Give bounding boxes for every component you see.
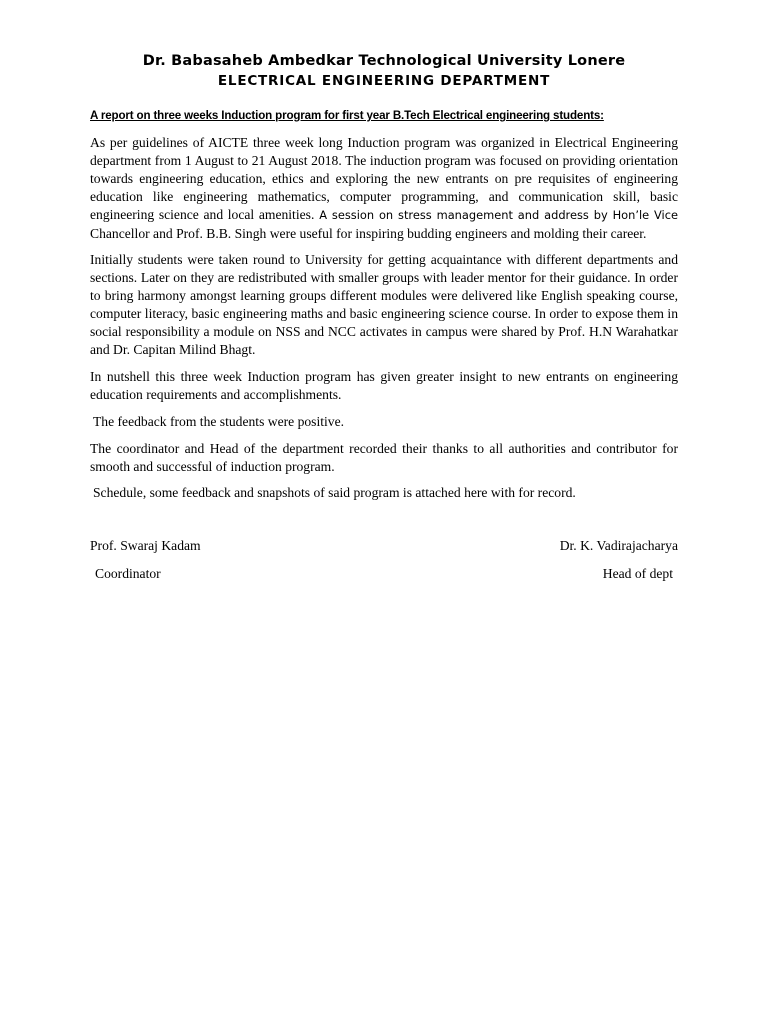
- paragraph-thanks: The coordinator and Head of the department recorded their thanks to all authorities and contributor for smooth and successful of induction program.: [90, 440, 678, 474]
- head-name: Dr. K. Vadirajacharya: [559, 538, 678, 554]
- paragraph-intro: [90, 134, 678, 242]
- department-title: ELECTRICAL ENGINEERING DEPARTMENT: [217, 73, 551, 89]
- signature-block: [90, 538, 678, 598]
- paragraph-nutshell: In nutshell this three week Induction program has given greater insight to new entrants on engineering education requirements and accomplishments.: [90, 368, 678, 402]
- coordinator-role: Coordinator: [95, 566, 161, 582]
- coordinator-name: Prof. Swaraj Kadam: [90, 538, 201, 554]
- paragraph-modules: Initially students were taken round to University for getting acquaintance with different departments and sections. Later on they are redistributed with smaller groups with leader mentor for their guidance. In order to bring harmony amongst learning groups different modules were delivered like English speaking course, computer literacy, basic engineering maths and basic engineering science course. In order to expose them in social responsibility a module on NSS and NCC activates in campus were shared by Prof. H.N Warahatkar and Dr. Capitan Milind Bhagt.: [90, 252, 678, 357]
- paragraph-intro-tail: Chancellor and Prof. B.B. Singh were useful for inspiring budding engineers and molding their career.: [90, 225, 647, 241]
- university-title: Dr. Babasaheb Ambedkar Technological University Lonere: [142, 53, 626, 69]
- paragraph-attachments: Schedule, some feedback and snapshots of said program is attached here with for record.: [93, 485, 576, 501]
- report-page: [90, 48, 678, 598]
- head-role: Head of dept: [602, 566, 673, 582]
- paragraph-intro-session: A session on stress management and address by Hon’le Vice: [314, 207, 678, 222]
- paragraph-intro-main: As per guidelines of AICTE three week long Induction program was organized in Electrical Engineering department from 1 August to 21 August 2018. The induction program was focused on providing orientation towards engineering education, ethics and exploring the new entrants on pre requisites of engineering education like engineering mathematics, computer programming, and communication skill, basic engineering science and local amenities.: [90, 135, 678, 222]
- paragraph-feedback: The feedback from the students were positive.: [93, 413, 345, 429]
- report-heading: A report on three weeks Induction program for first year B.Tech Electrical engineering students:: [90, 109, 604, 122]
